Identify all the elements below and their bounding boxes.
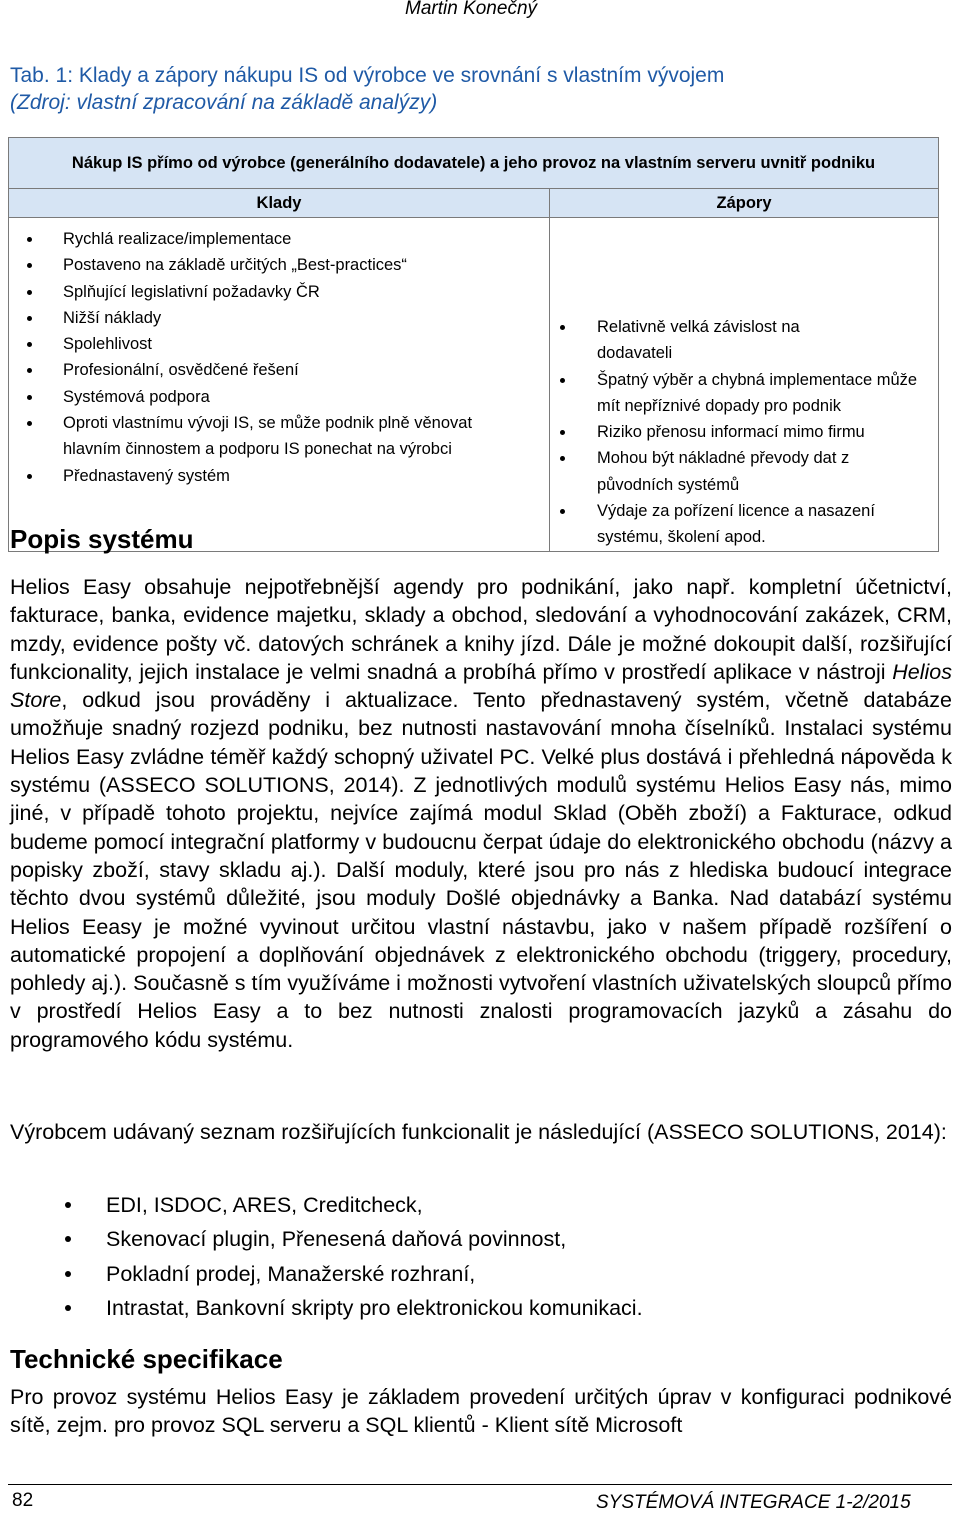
feature-item: Intrastat, Bankovní skripty pro elektronickou komunikaci. (10, 1291, 910, 1325)
cons-item: Mohou být nákladné převody dat z původních systémů (550, 445, 938, 498)
feature-item: Pokladní prodej, Manažerské rozhraní, (10, 1257, 910, 1291)
pros-item: Oproti vlastnímu vývoji IS, se může podnik plně věnovat hlavním činnostem a podporu IS ponechat na výrobci (9, 410, 549, 463)
pros-header: Klady (9, 189, 550, 218)
body-paragraph-3: Pro provoz systému Helios Easy je základem provedení určitých úprav v konfiguraci podnikové sítě, zejm. pro provoz SQL serveru a SQL klientů - Klient sítě Microsoft (10, 1385, 952, 1438)
feature-list (10, 1188, 910, 1325)
cons-header: Zápory (550, 189, 939, 218)
table-caption (10, 62, 950, 116)
pros-list (9, 226, 549, 489)
cons-item: Výdaje za pořízení licence a nasazení systému, školení apod. (550, 498, 938, 551)
pros-item: Spolehlivost (9, 331, 549, 357)
page-number: 82 (12, 1490, 34, 1511)
table-caption-source: (Zdroj: vlastní zpracování na základě analýzy) (10, 91, 438, 114)
paragraph-1-italic: Helios Store (10, 659, 952, 713)
table-caption-title: Tab. 1: Klady a zápory nákupu IS od výrobce ve srovnání s vlastním vývojem (10, 64, 725, 87)
body-paragraph-1 (10, 573, 952, 1054)
pros-item: Rychlá realizace/implementace (9, 226, 549, 252)
pros-item: Nižší náklady (9, 305, 549, 331)
body-paragraph-2: Výrobcem udávaný seznam rozšiřujících funkcionalit je následující (ASSECO SOLUTIONS, 2014): (10, 1120, 947, 1144)
section-heading-popis: Popis systému (10, 524, 194, 554)
paragraph-1-text-a: Helios Easy obsahuje nejpotřebnější agendy pro podnikání, jako např. kompletní účetnictví, fakturace, banka, evidence majetku, sklady a obchod, sledování a vyhodnocování zakázek, CRM, mzdy, evidence pošty vč. datových schránek a knihy jízd. Dále je možné dokoupit další, rozšiřující funkcionality, jejich instalace je velmi snadná a probíhá přímo v prostředí aplikace v nástroji (10, 575, 952, 684)
table-title: Nákup IS přímo od výrobce (generálního dodavatele) a jeho provoz na vlastním serveru uvnitř podniku (9, 138, 939, 189)
page-header-author: Martin Konečný (405, 0, 538, 19)
footer-divider (8, 1484, 952, 1485)
pros-item: Systémová podpora (9, 384, 549, 410)
pros-item: Splňující legislativní požadavky ČR (9, 279, 549, 305)
feature-item: Skenovací plugin, Přenesená daňová povinnost, (10, 1222, 910, 1256)
pros-cell (9, 218, 550, 552)
cons-item: Relativně velká závislost na dodavateli (550, 314, 938, 367)
cons-item: Špatný výběr a chybná implementace může mít nepříznivé dopady pro podnik (550, 367, 938, 420)
pros-item: Profesionální, osvědčené řešení (9, 357, 549, 383)
feature-item: EDI, ISDOC, ARES, Creditcheck, (10, 1188, 910, 1222)
cons-item: Riziko přenosu informací mimo firmu (550, 419, 938, 445)
pros-item: Přednastavený systém (9, 463, 549, 489)
pros-item: Postaveno na základě určitých „Best-practices“ (9, 252, 549, 278)
footer-journal: SYSTÉMOVÁ INTEGRACE 1-2/2015 (596, 1492, 911, 1513)
cons-cell (550, 218, 939, 552)
section-heading-technicke: Technické specifikace (10, 1344, 283, 1374)
paragraph-1-text-b: , odkud jsou prováděny i aktualizace. Tento přednastavený systém, včetně databáze umožňuje snadný rozjezd podniku, bez nutnosti nastavování mnoha číselníků. Instalaci systému Helios Easy zvládne téměř každý schopný uživatel PC. Velké plus dostává i přehledná nápověda k systému (ASSECO SOLUTIONS, 2014). Z jednotlivých modulů systému Helios Easy nás, mimo jiné, v případě tohoto projektu, nejvíce zajímá modul Sklad (Oběh zboží) a Fakturace, odkud budeme pomocí integrační platformy v budoucnu čerpat údaje do elektronického obchodu (názvy a popisky zboží, stavy skladu aj.). Další moduly, které jsou pro nás z hlediska budoucí integrace těchto dvou systémů důležité, jsou moduly Došlé objednávky a Banka. Nad databází systému Helios Eeasy je možné vyvinout určitou vlastní nástavbu, jako v našem případě rozšíření o automatické propojení a doplňování objednávek z elektronického obchodu (triggery, procedury, pohledy aj.). Současně s tím využíváme i možnosti vytvoření vlastních uživatelských sloupců přímo v prostředí Helios Easy a to bez nutnosti znalosti programovacích jazyků a zásahu do programového kódu systému. (10, 688, 952, 1052)
pros-cons-table (8, 137, 939, 552)
cons-list (550, 314, 938, 551)
